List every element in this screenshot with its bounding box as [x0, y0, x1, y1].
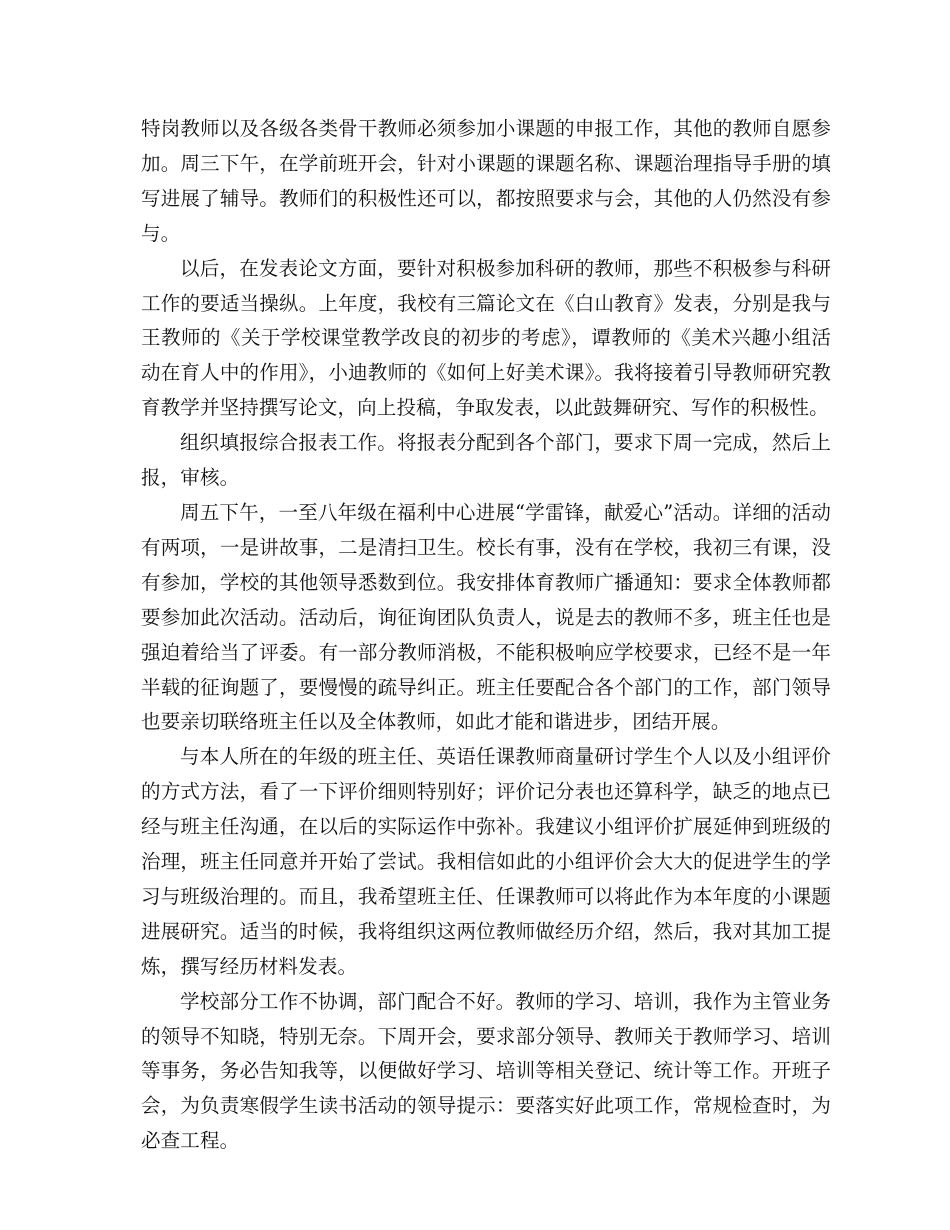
- paragraph-6: 学校部分工作不协调，部门配合不好。教师的学习、培训，我作为主管业务的领导不知晓，特别无奈。下周开会，要求部分领导、教师关于教师学习、培训等事务，务必告知我等，以便做好学习、培训等相关登记、统计等工作。开班子会，为负责寒假学生读书活动的领导提示：要落实好此项工作，常规检查时，为必查工程。: [141, 989, 831, 1153]
- document-body: [141, 112, 831, 1159]
- paragraph-2: 以后，在发表论文方面，要针对积极参加科研的教师，那些不积极参与科研工作的要适当操纵。上年度，我校有三篇论文在《白山教育》发表，分别是我与王教师的《关于学校课堂教学改良的初步的考虑》，谭教师的《美术兴趣小组活动在育人中的作用》，小迪教师的《如何上好美术课》。我将接着引导教师研究教育教学并坚持撰写论文，向上投稿，争取发表，以此鼓舞研究、写作的积极性。: [141, 256, 831, 420]
- paragraph-3: 组织填报综合报表工作。将报表分配到各个部门，要求下周一完成，然后上报，审核。: [141, 431, 831, 490]
- paragraph-5: 与本人所在的年级的班主任、英语任课教师商量研讨学生个人以及小组评价的方式方法，看了一下评价细则特别好；评价记分表也还算科学，缺乏的地点已经与班主任沟通，在以后的实际运作中弥补。我建议小组评价扩展延伸到班级的治理，班主任同意并开始了尝试。我相信如此的小组评价会大大的促进学生的学习与班级治理的。而且，我希望班主任、任课教师可以将此作为本年度的小课题进展研究。适当的时候，我将组织这两位教师做经历介绍，然后，我对其加工提炼，撰写经历材料发表。: [141, 745, 831, 978]
- paragraph-4: 周五下午，一至八年级在福利中心进展“学雷锋，献爱心”活动。详细的活动有两项，一是讲故事，二是清扫卫生。校长有事，没有在学校，我初三有课，没有参加，学校的其他领导悉数到位。我安排体育教师广播通知：要求全体教师都要参加此次活动。活动后，询征询团队负责人，说是去的教师不多，班主任也是强迫着给当了评委。有一部分教师消极，不能积极响应学校要求，已经不是一年半载的征询题了，要慢慢的疏导纠正。班主任要配合各个部门的工作，部门领导也要亲切联络班主任以及全体教师，如此才能和谐进步，团结开展。: [141, 500, 831, 734]
- paragraph-1: 特岗教师以及各级各类骨干教师必须参加小课题的申报工作，其他的教师自愿参加。周三下午，在学前班开会，针对小课题的课题名称、课题治理指导手册的填写进展了辅导。教师们的积极性还可以，都按照要求与会，其他的人仍然没有参与。: [141, 117, 831, 245]
